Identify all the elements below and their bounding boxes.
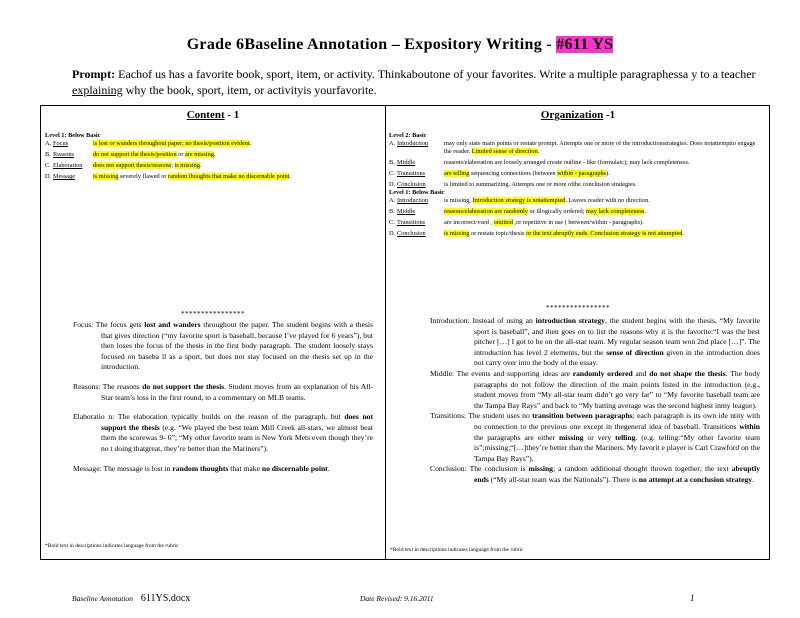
rubric-note: *Bold text in descriptions indicates language from the rubric bbox=[390, 547, 524, 553]
content-column bbox=[41, 106, 385, 559]
rubric-text: sequencing connections (between bbox=[469, 170, 558, 177]
rubric-row bbox=[389, 208, 764, 219]
rubric-letter: A. bbox=[389, 197, 396, 204]
annotation-text: that make bbox=[228, 463, 262, 473]
rubric-letter: D. bbox=[45, 173, 52, 180]
rubric-highlight: omitted bbox=[493, 219, 513, 226]
annotation-text: . The body paragraphs do not follow the direction of the main points listed in the introduction (e.g., student moves from “My all-star team didn’t go very far” to “My favorite baseball team are the Tampa Bay Rays” and back to “My batting average was the second highest inmy league). bbox=[474, 368, 760, 410]
annotation-text: The elaboration typically builds on the reason of the paragraph, but bbox=[114, 412, 345, 422]
annotation-text: The events and supporting ideas are bbox=[454, 368, 573, 378]
annotation-text: . (e.g. telling:“My other favorite team is”;missing:“[…]they’re better than the Mariners. My favorit e player is Carl Crawford on the Tampa Bay Rays”). bbox=[474, 432, 761, 463]
rubric-desc bbox=[93, 162, 303, 173]
annotation-text: and bbox=[632, 368, 650, 378]
rubric-highlight: or the text abruptly ends. Conclusion strategy is not attempted bbox=[526, 230, 683, 237]
rubric-rest: . bbox=[249, 140, 252, 147]
rubric-rest: ,or repetitive in use ( between/within - paragraphs). bbox=[512, 219, 644, 226]
rubric-rest: . bbox=[644, 208, 646, 215]
rubric-desc bbox=[444, 219, 764, 230]
annotation-bold: no discernable point bbox=[261, 463, 328, 473]
rubric-mid: or bbox=[176, 151, 186, 158]
prompt-text-a: Eachof us has a favorite book, sport, item, or activity. Thinkaboutone of your favorites. Write a multiple paragraphessa y to a teacher bbox=[115, 67, 756, 81]
rubric-desc bbox=[93, 140, 303, 151]
annotation-text: , the student begins with the thesis, “My favorite sport is baseball”, and then goes on to list the reasons why it is the favorite:“I was the best pitcher […] I got to be on the all-star team. My regular season team won 2nd place […]”. The introduction has level 2 elements, but the bbox=[474, 316, 760, 357]
annotation-bold: abruptly ends bbox=[474, 464, 760, 484]
rubric-highlight: reasons/elaboration are randomly bbox=[444, 208, 528, 215]
rubric-desc: is limited to summarizing. Attempts one or more ofthe conclusion strategies. bbox=[444, 181, 637, 188]
rubric-desc bbox=[93, 173, 303, 181]
annotation-focus bbox=[73, 320, 373, 373]
annotation-bold: sense of direction bbox=[606, 347, 664, 357]
rubric-desc: reasons/elaboration are loosely arranged create outline - like (formulaic); may lack completeness. bbox=[444, 159, 690, 166]
rubric-name: Introduction bbox=[397, 140, 429, 147]
content-rubric-table bbox=[45, 140, 303, 181]
annotation-elaboration bbox=[73, 412, 373, 454]
rubric-highlight: Limited sense of direction bbox=[471, 148, 538, 155]
organization-rubric bbox=[389, 132, 764, 238]
annotation-bold: randomly ordered bbox=[572, 368, 633, 378]
annotation-label: Conclusion: bbox=[430, 464, 467, 474]
prompt-text-b: why the book, sport, item, or activityis yourfavorite. bbox=[122, 83, 377, 97]
section-separator: **************** bbox=[181, 310, 245, 318]
page-title bbox=[0, 36, 800, 54]
annotation-bold: telling bbox=[615, 432, 636, 442]
annotation-bold: lost and wanders bbox=[144, 320, 201, 329]
content-heading bbox=[41, 109, 385, 121]
organization-level1-table bbox=[389, 197, 764, 238]
annotation-text: The message is lost in bbox=[101, 463, 173, 473]
annotation-text: . bbox=[752, 474, 754, 484]
rubric-highlight: is missing bbox=[93, 173, 119, 180]
rubric-row bbox=[45, 151, 303, 162]
rubric-text: is missing, bbox=[444, 197, 473, 204]
footer-label: Baseline Annotation bbox=[72, 594, 133, 603]
annotation-text: the paragraphs are either bbox=[474, 432, 559, 442]
prompt-label: Prompt: bbox=[72, 67, 116, 81]
annotation-bold: no attempt at a conclusion strategy bbox=[638, 474, 753, 484]
organization-heading-label: Organization bbox=[540, 109, 604, 121]
annotation-text: or very bbox=[583, 432, 616, 442]
annotation-bold: transition between paragraphs bbox=[532, 411, 633, 421]
rubric-highlight: do not support the thesis/position bbox=[93, 151, 177, 158]
annotation-bold: do not support the thesis bbox=[142, 381, 225, 391]
rubric-letter: C. bbox=[45, 162, 51, 169]
rubric-letter: B. bbox=[389, 208, 395, 215]
annotation-label: Elaboratio n: bbox=[73, 412, 115, 422]
annotation-text: . Student moves from an explanation of his All-Star team’s loss in the first round, to a commentary on MLB teams. bbox=[101, 381, 373, 402]
rubric-rest: . bbox=[213, 151, 216, 158]
rubric-row bbox=[45, 162, 303, 173]
rubric-name: Middle bbox=[397, 208, 416, 215]
rubric-highlight: within - paragraphs bbox=[557, 170, 607, 177]
rubric-row bbox=[389, 170, 764, 181]
page-number: 1 bbox=[690, 593, 695, 603]
rubric-desc bbox=[444, 230, 764, 238]
footer-file-name: 611YS.docx bbox=[140, 593, 191, 604]
rubric-highlight: random thoughts that make no discernable point bbox=[168, 173, 290, 180]
annotation-text: The student uses no bbox=[466, 411, 533, 421]
rubric-rest: . bbox=[537, 148, 540, 155]
rubric-highlight: does not support thesis/reasons bbox=[93, 162, 172, 169]
rubric-row bbox=[389, 230, 764, 238]
rubric-name: Transitions bbox=[397, 219, 426, 226]
rubric-letter: B. bbox=[45, 151, 51, 158]
annotation-text: The focus gets bbox=[93, 320, 145, 329]
rubric-letter: A. bbox=[389, 140, 396, 147]
rubric-rest: . bbox=[682, 230, 684, 237]
writing-prompt bbox=[72, 66, 762, 98]
rubric-highlight: are telling bbox=[444, 170, 470, 177]
rubric-text: are incorrect/vsed , bbox=[444, 219, 494, 226]
rubric-highlight: are missing bbox=[185, 151, 214, 158]
annotation-text: given in the introduction does not carry over into the body of the essay. bbox=[474, 347, 760, 368]
rubric-highlight: Introduction strategy is notattempted bbox=[472, 197, 566, 204]
organization-level2-table bbox=[389, 140, 764, 189]
rubric-letter: B. bbox=[389, 159, 395, 166]
rubric-row bbox=[389, 197, 764, 208]
annotation-text: ; each paragraph is its own ide ntity with no connection to the previous one except in thegeneral idea of baseball. Transitions bbox=[474, 411, 760, 431]
rubric-letter: D. bbox=[389, 181, 396, 188]
annotation-bold: missing bbox=[528, 464, 553, 474]
rubric-row bbox=[389, 140, 764, 159]
annotation-conclusion bbox=[430, 464, 760, 485]
rubric-desc bbox=[444, 208, 764, 219]
content-level-title: Level 1: Below Basic bbox=[45, 132, 101, 139]
annotation-text: throughout the paper. The student begins with a thesis that gives direction (“my favorite sport is baseball, because I’ve played for 6 years”), but then loses the focus of the thesis in the first body paragraph. The student loosely stays focused on baseba ll as a sport, but does not stay focused on the thesis set up in the introduction. bbox=[101, 320, 373, 372]
annotation-message bbox=[73, 464, 373, 475]
prompt-text-underlined: explaining bbox=[72, 83, 123, 97]
annotation-text: Instead of using an bbox=[469, 316, 536, 325]
annotation-bold: do not shape the thesis bbox=[649, 368, 726, 378]
rubric-desc bbox=[444, 140, 764, 159]
rubric-rest: ). bbox=[606, 170, 610, 177]
annotation-text: The reasons bbox=[100, 381, 143, 391]
rubric-letter: C. bbox=[389, 219, 395, 226]
annotation-reasons bbox=[73, 382, 373, 403]
rubric-note: *Bold text in descriptions indicates language from the rubric bbox=[45, 543, 179, 549]
annotation-text: . bbox=[327, 463, 330, 473]
annotation-label: Message: bbox=[73, 463, 102, 473]
annotation-bold: random thoughts bbox=[172, 463, 229, 473]
footer-doc-name bbox=[72, 593, 190, 604]
rubric-highlight: may lack completeness bbox=[586, 208, 645, 215]
rubric-desc bbox=[93, 151, 303, 162]
rubric-letter: C. bbox=[389, 170, 395, 177]
organization-level2-title: Level 2: Basic bbox=[389, 132, 427, 139]
annotation-text: ; a random additional thought thrown together; the text bbox=[552, 464, 732, 474]
rubric-rest: . bbox=[199, 162, 202, 169]
footer-date: Date Revised: 9.16.2011 bbox=[360, 594, 434, 603]
rubric-desc bbox=[444, 170, 764, 181]
annotation-label: Reasons: bbox=[73, 381, 101, 391]
annotation-transitions bbox=[430, 411, 760, 464]
content-rubric bbox=[45, 132, 303, 181]
title-text: Grade 6Baseline Annotation – Expository Writing - bbox=[186, 36, 557, 53]
rubric-row bbox=[389, 219, 764, 230]
rubric-row bbox=[389, 181, 764, 189]
rubric-highlight: is lost or wanders throughout paper; no thesis/position evident bbox=[93, 140, 250, 147]
rubric-mid: ; bbox=[171, 162, 175, 169]
rubric-name: Introduction bbox=[397, 197, 429, 204]
organization-heading bbox=[386, 109, 770, 121]
annotation-bold: introduction strategy bbox=[535, 316, 605, 325]
rubric-text: or illogically ordered; bbox=[527, 208, 586, 215]
organization-score: -1 bbox=[603, 109, 616, 121]
annotation-bold: within bbox=[739, 421, 760, 431]
rubric-name: Elaboration bbox=[53, 162, 83, 169]
content-score: - 1 bbox=[224, 109, 240, 121]
annotation-text: (e.g. “We played the best team Mill Creek all-stars, we almost beat them the scorewas 9- 6”; “My other favorite team is New York Mets even though they’re no t doing thatgreat, they’re better than the Mariners”). bbox=[101, 422, 373, 453]
rubric-rest: . bbox=[289, 173, 291, 180]
rubric-text: or restate topic/thesis bbox=[469, 230, 527, 237]
rubric-name: Conclusion bbox=[397, 230, 426, 237]
rubric-text: may only state main points or restate prompt. Attempts one or more of the introductionstrategies. Does notattemptto engage the reader. bbox=[444, 140, 756, 155]
annotation-label: Focus: bbox=[73, 320, 94, 329]
annotation-table bbox=[40, 105, 770, 560]
rubric-row bbox=[389, 159, 764, 170]
content-annotations bbox=[73, 320, 373, 483]
organization-annotations bbox=[430, 316, 760, 486]
rubric-name: Middle bbox=[397, 159, 416, 166]
rubric-name: Transitions bbox=[397, 170, 426, 177]
annotation-label: Middle: bbox=[430, 368, 455, 378]
rubric-name: Conclusion bbox=[397, 181, 426, 188]
rubric-highlight: is missing bbox=[444, 230, 470, 237]
section-separator: **************** bbox=[546, 304, 610, 312]
rubric-letter: D. bbox=[389, 230, 396, 237]
rubric-row bbox=[45, 173, 303, 181]
rubric-highlight: is missing bbox=[174, 162, 200, 169]
rubric-desc bbox=[444, 197, 764, 208]
rubric-name: Message bbox=[53, 173, 76, 180]
rubric-letter: A. bbox=[45, 140, 52, 147]
annotation-text: (“My all-star team was the Nationals”). There is bbox=[488, 474, 639, 484]
rubric-row bbox=[45, 140, 303, 151]
organization-column bbox=[386, 106, 770, 559]
annotation-bold: missing bbox=[558, 432, 584, 442]
annotation-text: The conclusion is bbox=[466, 464, 529, 474]
rubric-name: Reasons bbox=[53, 151, 74, 158]
organization-level1-title: Level 1: Below Basic bbox=[389, 189, 445, 196]
rubric-rest: . Leaves reader with no direction. bbox=[565, 197, 650, 204]
annotation-middle bbox=[430, 369, 760, 411]
annotation-bold: does not support the thesis bbox=[101, 412, 374, 432]
rubric-mid: severely flawed or bbox=[118, 173, 169, 180]
content-heading-label: Content bbox=[186, 109, 225, 121]
annotation-introduction bbox=[430, 316, 760, 369]
annotation-label: Introduction: bbox=[430, 316, 470, 325]
annotation-label: Transitions: bbox=[430, 411, 467, 421]
rubric-name: Focus bbox=[53, 140, 69, 147]
title-highlight: #611 YS bbox=[556, 36, 614, 53]
